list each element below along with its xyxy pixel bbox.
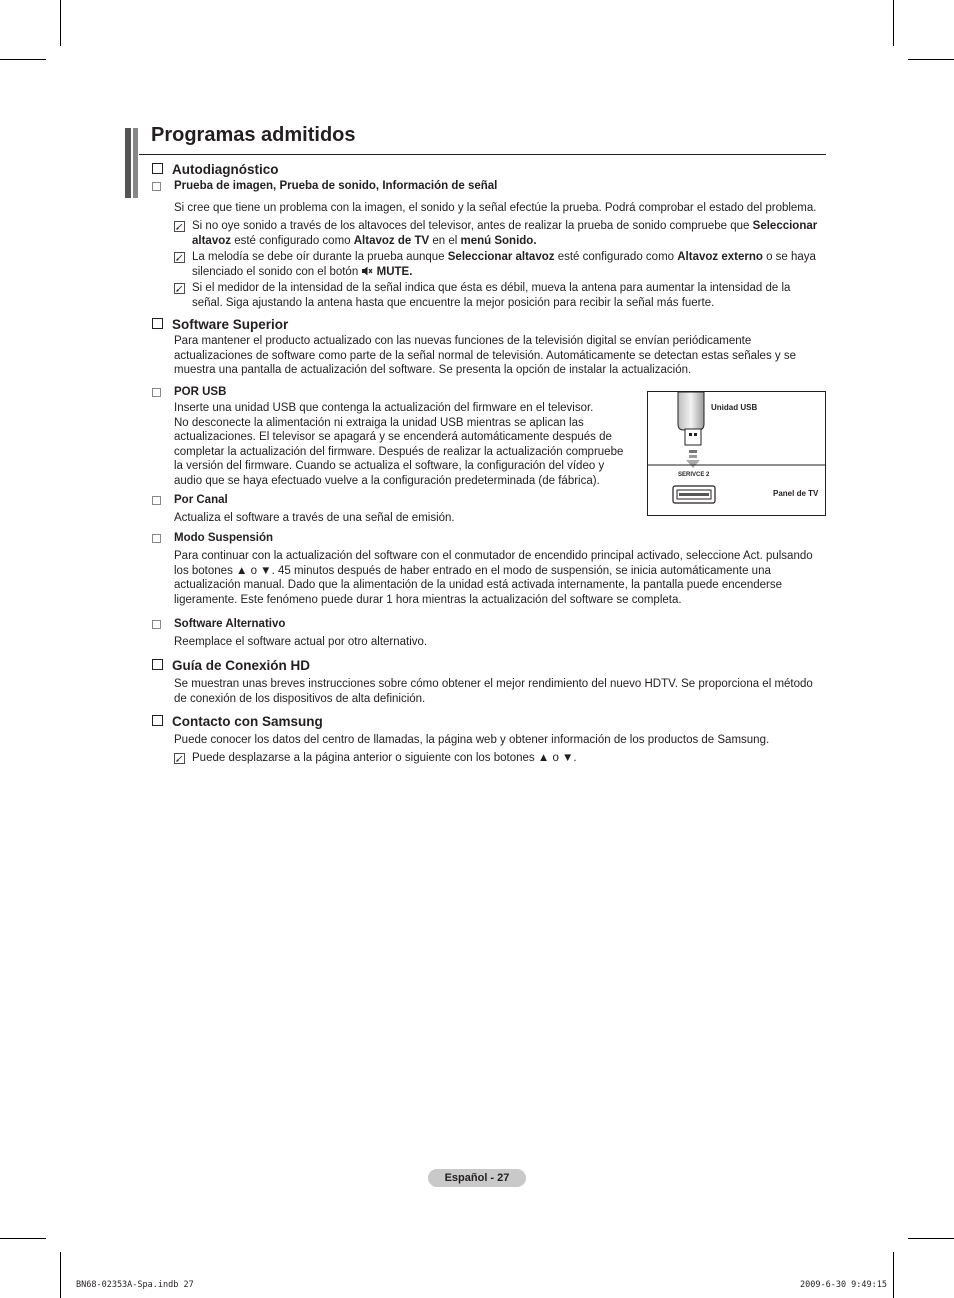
square-bullet-icon — [152, 388, 161, 397]
paragraph: Reemplace el software actual por otro alternativo. — [174, 636, 428, 648]
subheading-prueba: Prueba de imagen, Prueba de sonido, Información de señal — [174, 180, 498, 192]
paragraph: Para continuar con la actualización del software con el conmutador de encendido principal activado, seleccione Act. pulsando los botones ▲ o ▼. 45 minutos después de haber entrado en el modo de suspensión, se inicia automáticamente una actualización manual. Dado que la alimentación de la unidad está activada internamente, la pantalla puede encenderse ligeramente. Este fenómeno puede durar 1 hora mientras la actualización del software se completa. — [174, 550, 813, 606]
checkbox-bullet-icon — [152, 163, 163, 174]
page-title: Programas admitidos — [151, 124, 356, 146]
crop-mark — [908, 1238, 954, 1239]
subheading-por-usb: POR USB — [174, 386, 227, 398]
page-number: Español - 27 — [428, 1169, 526, 1187]
print-slug-right: 2009-6-30 9:49:15 — [800, 1280, 887, 1290]
square-bullet-icon — [152, 496, 161, 505]
section-heading-guia-hd: Guía de Conexión HD — [152, 658, 310, 673]
section-heading-autodiagnostico: Autodiagnóstico — [152, 162, 279, 177]
crop-mark — [893, 1252, 894, 1298]
note-icon — [174, 221, 185, 232]
title-rule — [139, 154, 826, 155]
paragraph: Actualiza el software a través de una señal de emisión. — [174, 512, 455, 524]
note-text: Si no oye sonido a través de los altavoces del televisor, antes de realizar la prueba de sonido compruebe que Seleccionar altavoz esté configurado como Altavoz de TV en el menú Sonido. — [192, 220, 818, 247]
panel-label: Panel de TV — [773, 489, 819, 498]
crop-mark — [0, 1238, 46, 1239]
square-bullet-icon — [152, 182, 161, 191]
usb-connection-diagram — [647, 391, 826, 516]
subheading-por-canal: Por Canal — [174, 494, 228, 506]
crop-mark — [60, 0, 61, 46]
port-label: SERIVCE 2 — [678, 472, 710, 478]
paragraph: Puede conocer los datos del centro de llamadas, la página web y obtener información de los productos de Samsung. — [174, 734, 770, 746]
note-icon — [174, 753, 185, 764]
crop-mark — [908, 59, 954, 60]
print-slug-left: BN68-02353A-Spa.indb 27 — [76, 1280, 194, 1290]
note-icon — [174, 283, 185, 294]
crop-mark — [60, 1252, 61, 1298]
paragraph: Inserte una unidad USB que contenga la actualización del firmware en el televisor. No desconecte la alimentación ni extraiga la unidad USB mientras se aplican las actualizaciones. El televisor se apagará y se encenderá automáticamente después de completar la actualización del firmware. Después de realizar la actualización compruebe la versión del firmware. Cuando se actualiza el software, la configuración del vídeo y audio que se haya efectuado vuelve a la configuración predeterminada (de fábrica). — [174, 402, 624, 487]
note-text: Si el medidor de la intensidad de la señal indica que ésta es débil, mueva la antena para aumentar la intensidad de la señal. Siga ajustando la antena hasta que encuentre la mejor posición para recibir la señal más fuerte. — [192, 282, 791, 309]
title-decoration — [125, 128, 139, 198]
checkbox-bullet-icon — [152, 659, 163, 670]
usb-label: Unidad USB — [711, 403, 758, 412]
square-bullet-icon — [152, 620, 161, 629]
paragraph: Se muestran unas breves instrucciones sobre cómo obtener el mejor rendimiento del nuevo HDTV. Se proporciona el método de conexión de los dispositivos de alta definición. — [174, 678, 813, 705]
note-icon — [174, 252, 185, 263]
subheading-modo-suspension: Modo Suspensión — [174, 532, 274, 544]
subheading-software-alternativo: Software Alternativo — [174, 618, 286, 630]
square-bullet-icon — [152, 534, 161, 543]
paragraph: Para mantener el producto actualizado con las nuevas funciones de la televisión digital se envían periódicamente actualizaciones de software como parte de la señal normal de televisión. Automáticamente se detectan estas señales y se muestra una pantalla de actualización del software. Se presenta la opción de instalar la actualización. — [174, 335, 796, 376]
crop-mark — [893, 0, 894, 46]
checkbox-bullet-icon — [152, 318, 163, 329]
checkbox-bullet-icon — [152, 715, 163, 726]
note-text: La melodía se debe oír durante la prueba aunque Seleccionar altavoz esté configurado como Altavoz externo o se haya silenciado el sonido con el botón MUTE. — [192, 251, 816, 278]
note-text: Puede desplazarse a la página anterior o siguiente con los botones ▲ o ▼. — [192, 752, 577, 764]
crop-mark — [0, 59, 46, 60]
paragraph: Si cree que tiene un problema con la imagen, el sonido y la señal efectúe la prueba. Podrá comprobar el estado del problema. — [174, 202, 817, 214]
mute-icon — [361, 266, 373, 276]
section-heading-contacto: Contacto con Samsung — [152, 714, 323, 729]
section-heading-software-superior: Software Superior — [152, 317, 288, 332]
